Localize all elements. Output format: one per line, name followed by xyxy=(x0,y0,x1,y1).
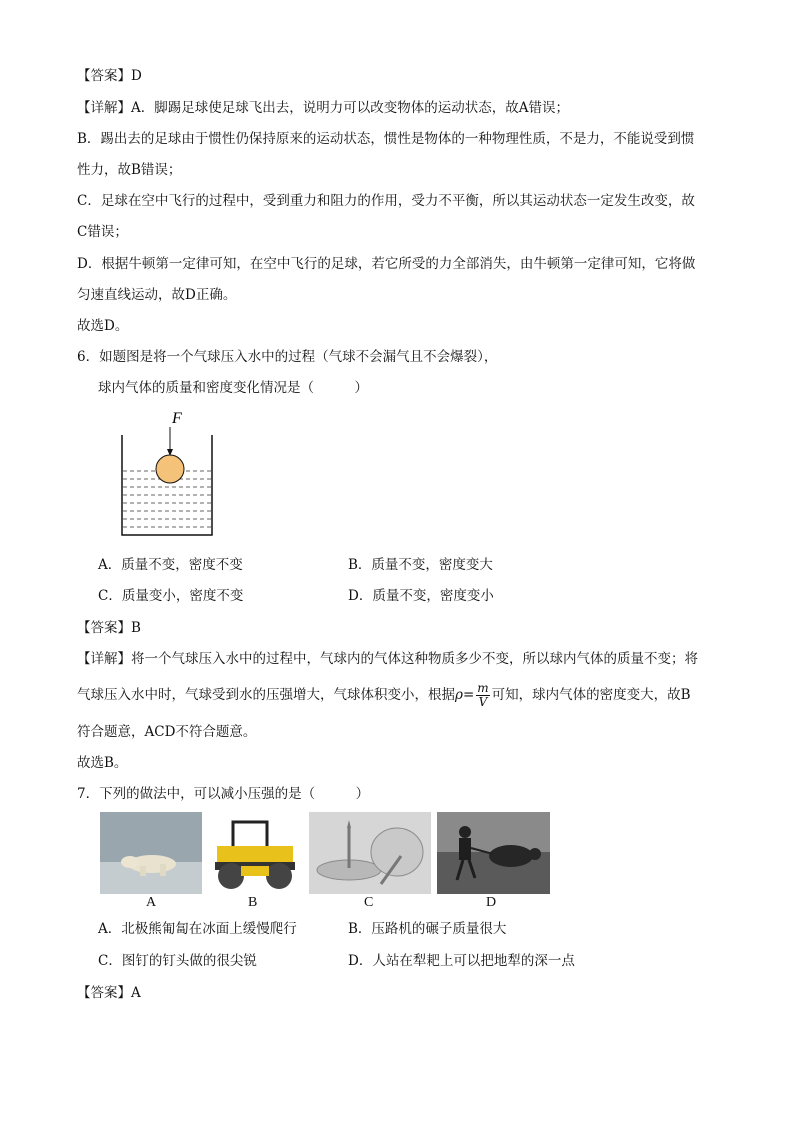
q5-detail-c-line2: C错误； xyxy=(77,224,128,240)
caption-b: B xyxy=(248,895,258,910)
q5-detail-d-line1: D．根据牛顿第一定律可知，在空中飞行的足球，若它所受的力全部消失，由牛顿第一定律可知，它将做 xyxy=(77,256,696,272)
formula-rho: ρ xyxy=(455,687,463,703)
caption-a: A xyxy=(146,895,157,910)
thumbtack-photo xyxy=(309,812,431,894)
q6-option-a: A．质量不变，密度不变 xyxy=(98,557,243,573)
container xyxy=(122,435,212,535)
balloon xyxy=(156,455,184,483)
q6-stem-line2: 球内气体的质量和密度变化情况是（ ） xyxy=(98,380,368,396)
q6-detail-line3: 符合题意，ACD不符合题意。 xyxy=(77,724,257,740)
formula-equals: = xyxy=(462,687,475,703)
density-fraction xyxy=(476,682,489,709)
q6-detail-line2-post: 可知，球内气体的密度变大，故B xyxy=(491,687,691,703)
caption-d: D xyxy=(486,895,497,910)
q5-detail-c-line1: C．足球在空中飞行的过程中，受到重力和阻力的作用，受力不平衡，所以其运动状态一定发生改变，故 xyxy=(77,193,695,209)
q6-option-d: D．质量不变，密度变小 xyxy=(348,588,494,604)
q5-detail-b-line1: B．踢出去的足球由于惯性仍保持原来的运动状态，惯性是物体的一种物理性质，不是力，不能说受到惯 xyxy=(77,131,695,147)
caption-c: C xyxy=(364,895,374,910)
q6-option-b: B．质量不变，密度变大 xyxy=(348,557,493,573)
force-label: F xyxy=(172,410,182,427)
fraction-denominator: V xyxy=(478,695,488,709)
q5-detail-a: 【详解】A．脚踢足球使足球飞出去，说明力可以改变物体的运动状态，故A错误； xyxy=(77,100,569,116)
polar-bear-photo xyxy=(100,812,202,894)
fraction-numerator: m xyxy=(477,681,489,695)
q5-answer: 【答案】D xyxy=(77,68,142,84)
q6-option-c: C．质量变小，密度不变 xyxy=(98,588,244,604)
q7-option-b: B．压路机的碾子质量很大 xyxy=(348,921,507,937)
road-roller-photo xyxy=(207,812,303,894)
q6-detail-line2-pre: 气球压入水中时，气球受到水的压强增大，气球体积变小，根据 xyxy=(77,687,455,703)
q6-choose: 故选B。 xyxy=(77,755,128,771)
q5-detail-d-line2: 匀速直线运动，故D正确。 xyxy=(77,287,237,303)
balloon-water-diagram xyxy=(112,405,222,540)
q5-detail-b-line2: 性力，故B错误； xyxy=(77,162,182,178)
q6-answer: 【答案】B xyxy=(77,620,141,636)
q6-detail-line1: 【详解】将一个气球压入水中的过程中，气球内的气体这种物质多少不变，所以球内气体的质量不变；将 xyxy=(77,651,698,667)
q7-stem: 7．下列的做法中，可以减小压强的是（ ） xyxy=(77,786,370,802)
q6-detail-line2 xyxy=(77,682,691,709)
q7-option-c: C．图钉的钉头做的很尖锐 xyxy=(98,953,257,969)
plowing-photo xyxy=(437,812,550,894)
q7-answer: 【答案】A xyxy=(77,985,141,1001)
q7-option-a: A．北极熊匍匐在冰面上缓慢爬行 xyxy=(98,921,297,937)
q5-choose: 故选D。 xyxy=(77,318,129,334)
q6-stem-line1: 6．如题图是将一个气球压入水中的过程（气球不会漏气且不会爆裂）， xyxy=(77,349,498,365)
q7-option-d: D．人站在犁耙上可以把地犁的深一点 xyxy=(348,953,575,969)
